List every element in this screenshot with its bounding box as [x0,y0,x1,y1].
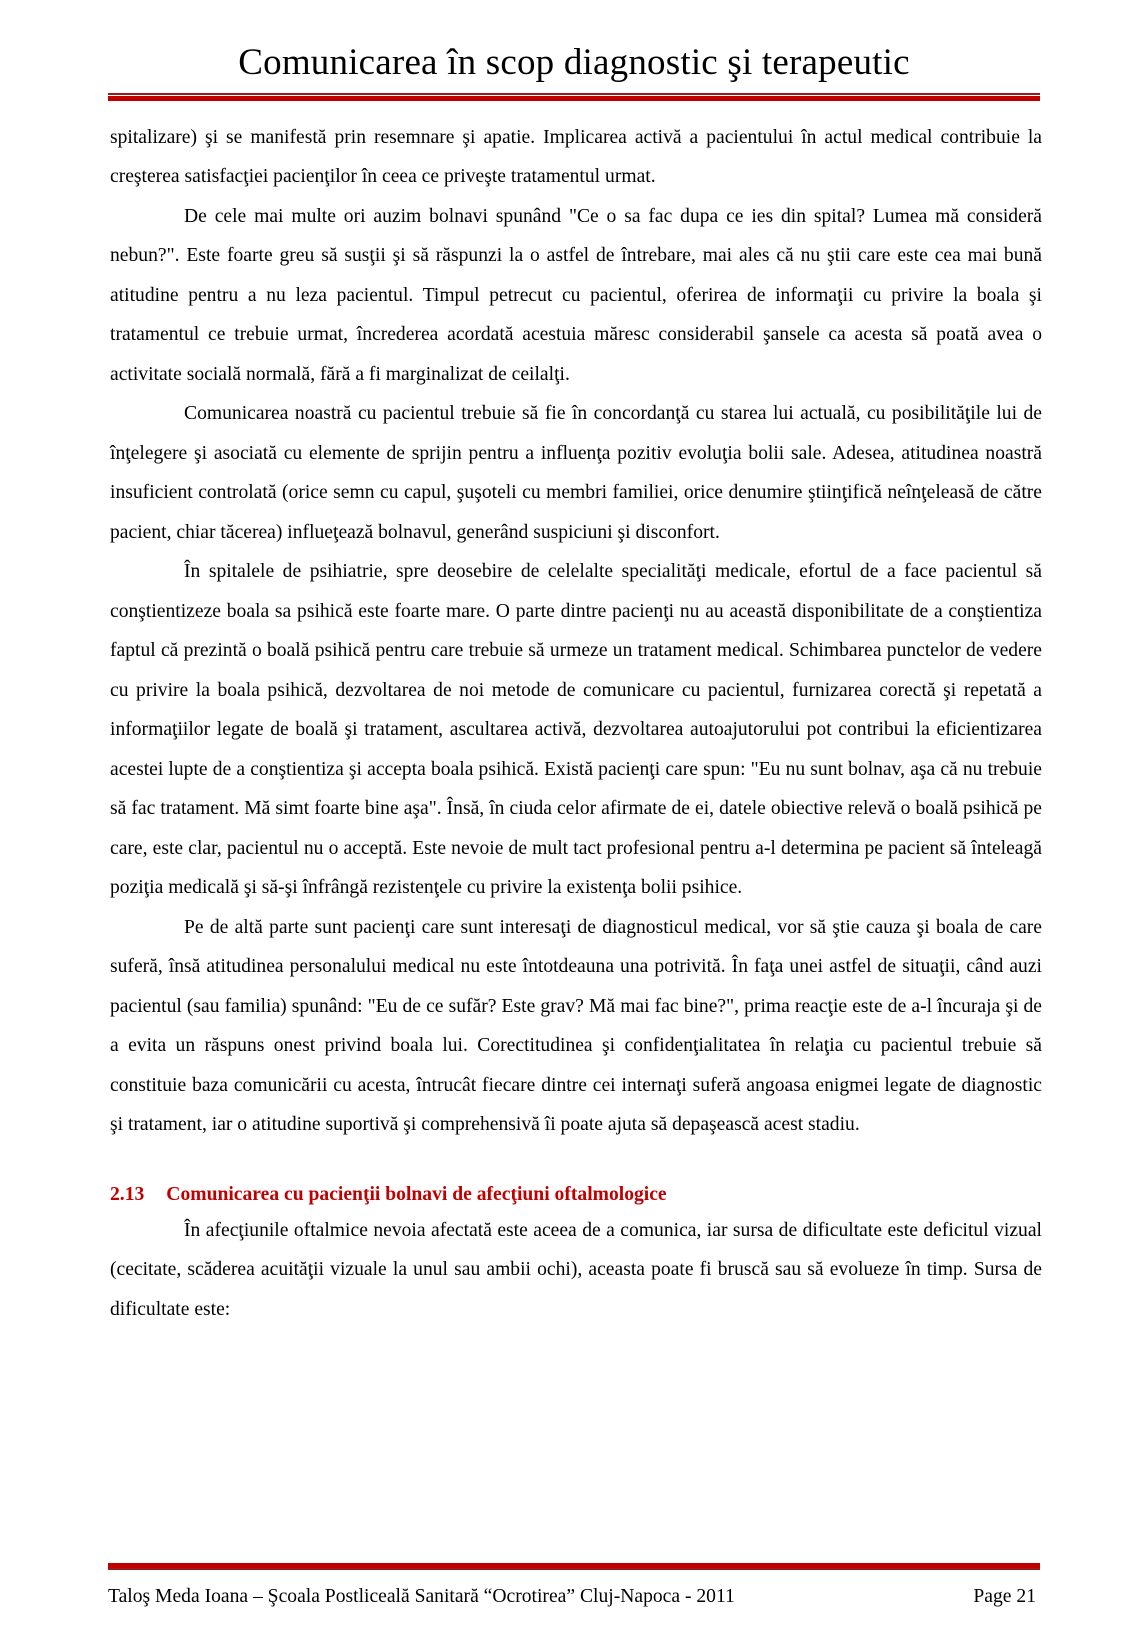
paragraph-5: Pe de altă parte sunt pacienţi care sunt interesaţi de diagnosticul medical, vor să ştie cauza şi boala de care suferă, însă atitudinea personalului medical nu este întotdeauna una potrivită. În faţa unei astfel de situaţii, când auzi pacientul (sau familia) spunând: "Eu de ce sufăr? Este grav? Mă mai fac bine?", prima reacţie este de a-l încuraja şi de a evita un răspuns onest privind boala lui. Corectitudinea şi confidenţialitatea în relaţia cu pacientul trebuie să constituie baza comunicării cu acesta, întrucât fiecare dintre cei internaţi suferă angoasa enigmei legate de diagnostic şi tratament, iar o atitudine suportivă şi comprehensivă îi poate ajuta să depaşească acest stadiu. [110,916,1042,1136]
header-divider [108,93,1040,100]
section-heading-2-13 [110,1179,1042,1211]
page-header [0,0,1148,100]
section-number: 2.13 [110,1183,145,1205]
document-body [0,100,1148,1563]
header-title: Comunicarea în scop diagnostic şi terapeutic [238,42,910,83]
section-title: Comunicarea cu pacienţii bolnavi de afecţiuni oftalmologice [166,1183,667,1205]
paragraph-4: În spitalele de psihiatrie, spre deosebire de celelalte specialităţi medicale, efortul de a face pacientul să conştientizeze boala sa psihică este foarte mare. O parte dintre pacienţi nu au această disponibilitate de a conştientiza faptul că prezintă o boală psihică pentru care trebuie să urmeze un tratament medical. Schimbarea punctelor de vedere cu privire la boala psihică, dezvoltarea de noi metode de comunicare cu pacientul, furnizarea corectă şi repetată a informaţiilor legate de boală şi tratament, ascultarea activă, dezvoltarea autoajutorului pot contribui la eficientizarea acestei lupte de a conştientiza şi accepta boala psihică. Există pacienţi care spun: "Eu nu sunt bolnav, aşa că nu trebuie să fac tratament. Mă simt foarte bine aşa". Însă, în ciuda celor afirmate de ei, datele obiective relevă o boală psihică pe care, este clar, pacientul nu o acceptă. Este nevoie de mult tact profesional pentru a-l determina pe pacient să înteleagă poziţia medicală şi să-şi înfrângă rezistenţele cu privire la existenţa bolii psihice. [110,561,1042,899]
paragraph-2: De cele mai multe ori auzim bolnavi spunând "Ce o sa fac dupa ce ies din spital? Lumea mă consideră nebun?". Este foarte greu să susţii şi să răspunzi la o astfel de întrebare, mai ales că nu ştii care este cea mai bună atitudine pentru a nu leza pacientul. Timpul petrecut cu pacientul, oferirea de informaţii cu privire la boala şi tratamentul ce trebuie urmat, încrederea acordată acestuia măresc considerabil şansele ca acesta să poată avea o activitate socială normală, fără a fi marginalizat de ceilalţi. [110,205,1042,385]
page-footer [0,1563,1148,1634]
footer-author-text: Taloş Meda Ioana – Şcoala Postliceală Sanitară “Ocrotirea” Cluj-Napoca - 2011 [108,1586,735,1607]
header-divider-thin-line [108,93,1040,95]
footer-divider-thin-line [108,1568,1040,1570]
header-divider-thick-line [108,96,1040,101]
paragraph-6: În afecţiunile oftalmice nevoia afectată este aceea de a comunica, iar sursa de dificultate este deficitul vizual (cecitate, scăderea acuităţii vizuale la unul sau ambii ochi), aceasta poate fi bruscă sau să evolueze în timp. Sursa de dificultate este: [110,1219,1042,1320]
footer-page-number: Page 21 [973,1586,1036,1607]
footer-divider [108,1563,1040,1570]
footer-row [108,1582,1040,1612]
paragraph-1: spitalizare) şi se manifestă prin resemnare şi apatie. Implicarea activă a pacientului în actul medical contribuie la creşterea satisfacţiei pacienţilor în ceea ce priveşte tratamentul urmat. [110,126,1042,188]
paragraph-3: Comunicarea noastră cu pacientul trebuie să fie în concordanţă cu starea lui actuală, cu posibilităţile lui de înţelegere şi asociată cu elemente de sprijin pentru a influenţa pozitiv evoluţia bolii sale. Adesea, atitudinea noastră insuficient controlată (orice semn cu capul, şuşoteli cu membri familiei, orice denumire ştiinţifică neînţeleasă de către pacient, chiar tăcerea) influeţează bolnavul, generând suspiciuni şi disconfort. [110,403,1042,543]
